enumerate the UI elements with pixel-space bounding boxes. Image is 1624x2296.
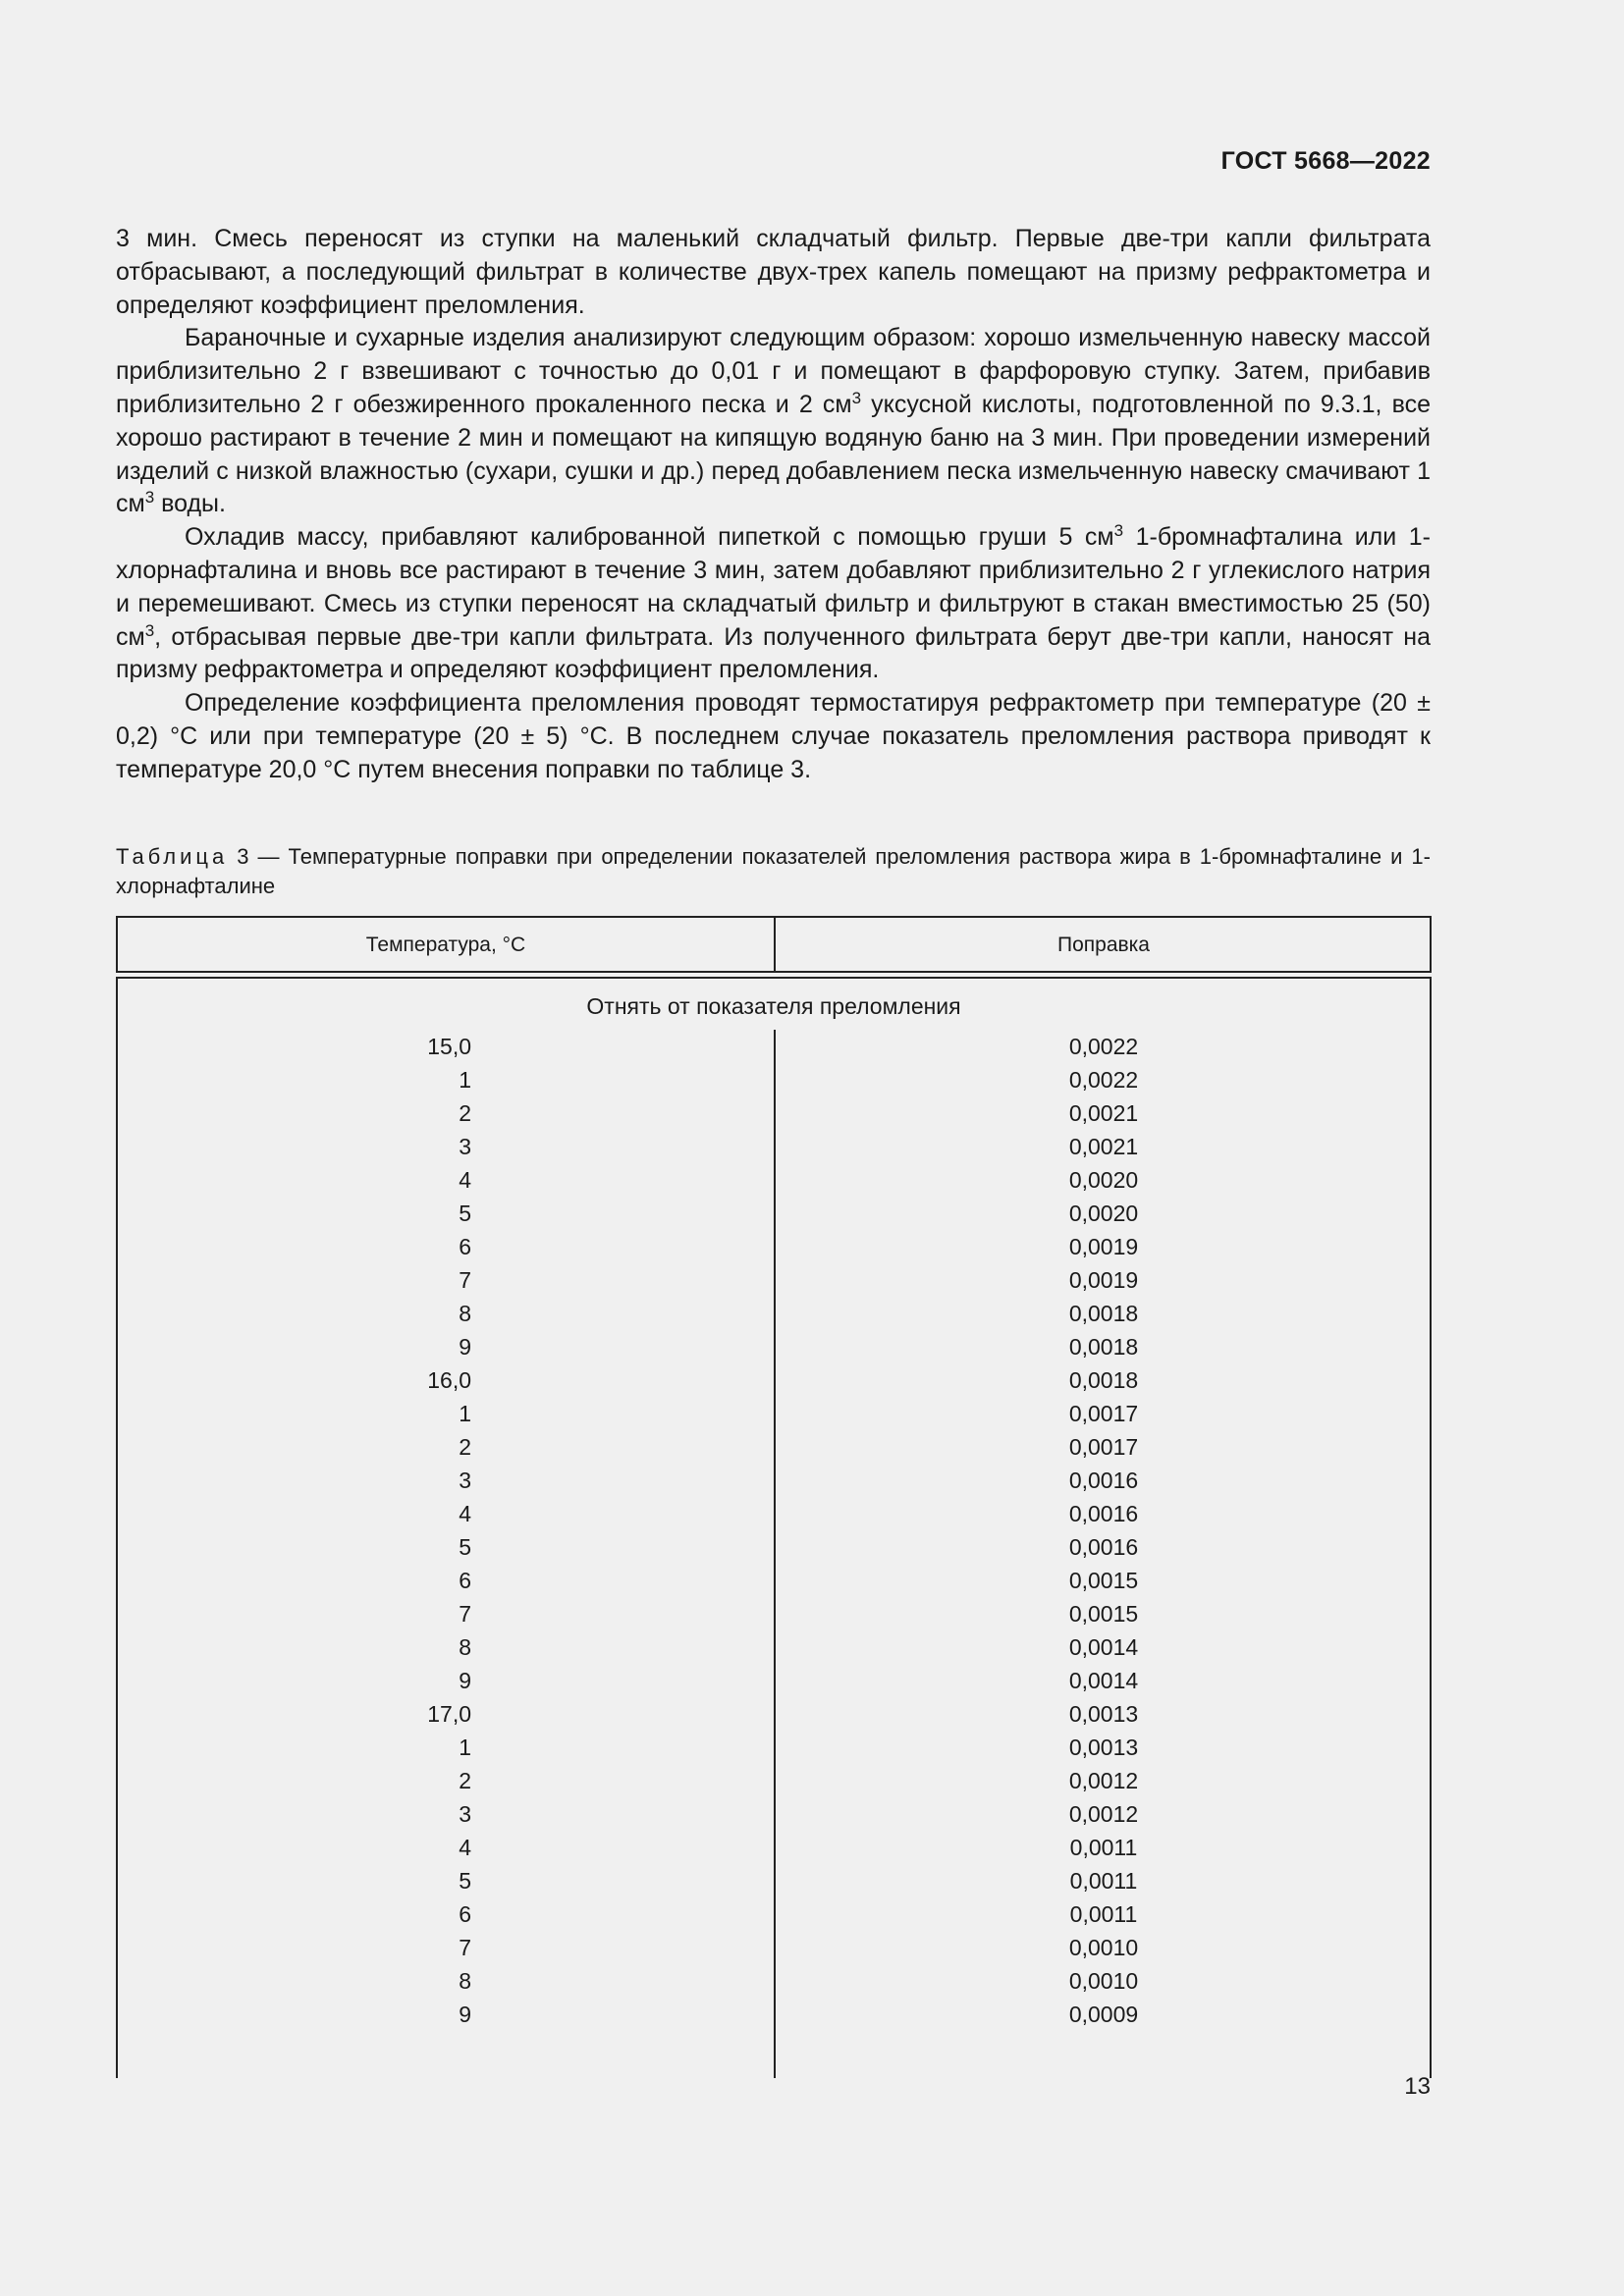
correction-cell: 0,0020 xyxy=(1068,1201,1139,1226)
temperature-cell: 4 xyxy=(459,1167,471,1193)
temperature-cell: 5 xyxy=(459,1534,471,1560)
correction-cell: 0,0021 xyxy=(1068,1100,1139,1126)
correction-cell: 0,0015 xyxy=(1068,1568,1139,1593)
correction-cell: 0,0018 xyxy=(1068,1367,1139,1393)
table-rows xyxy=(118,1030,1430,2031)
correction-cell: 0,0010 xyxy=(1068,1935,1139,1960)
table-row xyxy=(118,1297,1430,1330)
table-caption-label: Таблица xyxy=(116,844,229,869)
table-caption xyxy=(116,842,1431,901)
table-row xyxy=(118,1764,1430,1797)
table-row xyxy=(118,1464,1430,1497)
table-row xyxy=(118,1597,1430,1630)
temperature-cell: 15,0 xyxy=(427,1034,471,1059)
correction-cell: 0,0021 xyxy=(1068,1134,1139,1159)
correction-cell: 0,0022 xyxy=(1068,1034,1139,1059)
paragraph-1: 3 мин. Смесь переносят из ступки на маленький складчатый фильтр. Первые две-три капли фильтрата отбрасывают, а последующий фильтрат в количестве двух-трех капель помещают на призму рефрактометра и определяют коэффициент преломления. xyxy=(116,225,1431,319)
temperature-cell: 2 xyxy=(459,1434,471,1460)
body-text xyxy=(116,223,1431,787)
table-row xyxy=(118,1530,1430,1564)
table-body xyxy=(116,979,1432,2078)
temperature-cell: 17,0 xyxy=(427,1701,471,1727)
correction-cell: 0,0011 xyxy=(1069,1868,1138,1894)
table-row xyxy=(118,1330,1430,1363)
column-header-correction: Поправка xyxy=(1057,934,1150,956)
correction-cell: 0,0018 xyxy=(1068,1334,1139,1360)
temperature-cell: 7 xyxy=(459,1601,471,1627)
table-row xyxy=(118,1497,1430,1530)
temperature-cell: 2 xyxy=(459,1100,471,1126)
document-code: ГОСТ 5668—2022 xyxy=(1220,147,1431,175)
table-section-heading: Отнять от показателя преломления xyxy=(586,993,961,1019)
temperature-cell: 4 xyxy=(459,1835,471,1860)
temperature-cell: 6 xyxy=(459,1568,471,1593)
temperature-cell: 1 xyxy=(459,1401,471,1426)
table-row xyxy=(118,1664,1430,1697)
temperature-cell: 16,0 xyxy=(427,1367,471,1393)
table-row xyxy=(118,1697,1430,1731)
paragraph-2: Бараночные и сухарные изделия анализируют следующим образом: хорошо измельченную навеску массой приблизительно 2 г взвешивают с точностью до 0,01 г и помещают в фарфоровую ступку. Затем, прибавив приблизительно 2 г обезжиренного прокаленного песка и 2 $см^3$ уксусной кислоты, подготовленной по 9.3.1, все хорошо растирают в течение 2 мин и помещают на кипящую водяную баню на 3 мин. При проведении измерений изделий с низкой влажностью (сухари, сушки и др.) перед добавлением песка измельченную навеску смачивают 1 $см^3$ воды. xyxy=(116,324,1431,518)
table-row xyxy=(118,1163,1430,1197)
correction-cell: 0,0015 xyxy=(1068,1601,1139,1627)
page-number: 13 xyxy=(1404,2073,1431,2100)
table-row xyxy=(118,1630,1430,1664)
correction-cell: 0,0011 xyxy=(1069,1835,1138,1860)
paragraph-4: Определение коэффициента преломления проводят термостатируя рефрактометр при температуре (20 ± 0,2) °С или при температуре (20 ± 5) °С. В последнем случае показатель преломления раствора приводят к температуре 20,0 °С путем внесения поправки по таблице 3. xyxy=(116,689,1431,783)
temperature-cell: 5 xyxy=(459,1201,471,1226)
temperature-cell: 7 xyxy=(459,1935,471,1960)
table-row xyxy=(118,1363,1430,1397)
temperature-cell: 6 xyxy=(459,1901,471,1927)
correction-cell: 0,0011 xyxy=(1069,1901,1138,1927)
correction-table xyxy=(116,916,1432,2078)
column-header-temperature: Температура, °С xyxy=(118,918,776,971)
table-row xyxy=(118,1564,1430,1597)
correction-cell: 0,0020 xyxy=(1068,1167,1139,1193)
correction-cell: 0,0012 xyxy=(1068,1801,1139,1827)
table-row xyxy=(118,1130,1430,1163)
table-row xyxy=(118,1063,1430,1096)
temperature-cell: 3 xyxy=(459,1468,471,1493)
temperature-cell: 2 xyxy=(459,1768,471,1793)
table-row xyxy=(118,1397,1430,1430)
correction-cell: 0,0016 xyxy=(1068,1468,1139,1493)
temperature-cell: 1 xyxy=(459,1735,471,1760)
table-row xyxy=(118,1731,1430,1764)
table-row xyxy=(118,1964,1430,1998)
correction-cell: 0,0018 xyxy=(1068,1301,1139,1326)
temperature-cell: 9 xyxy=(459,1668,471,1693)
table-row xyxy=(118,1897,1430,1931)
temperature-cell: 8 xyxy=(459,1634,471,1660)
temperature-cell: 8 xyxy=(459,1301,471,1326)
temperature-cell: 6 xyxy=(459,1234,471,1259)
correction-cell: 0,0019 xyxy=(1068,1234,1139,1259)
correction-cell: 0,0009 xyxy=(1068,2002,1139,2027)
table-caption-text: 3 — Температурные поправки при определении показателей преломления раствора жира в 1-бромнафталине и 1-хлорнафталине xyxy=(116,844,1431,898)
temperature-cell: 3 xyxy=(459,1801,471,1827)
table-row xyxy=(118,1831,1430,1864)
correction-cell: 0,0016 xyxy=(1068,1534,1139,1560)
correction-cell: 0,0017 xyxy=(1068,1401,1139,1426)
correction-cell: 0,0013 xyxy=(1068,1701,1139,1727)
table-header xyxy=(116,916,1432,971)
header-double-rule xyxy=(116,971,1432,979)
correction-cell: 0,0017 xyxy=(1068,1434,1139,1460)
correction-cell: 0,0019 xyxy=(1068,1267,1139,1293)
table-row xyxy=(118,1797,1430,1831)
temperature-cell: 3 xyxy=(459,1134,471,1159)
table-row xyxy=(118,1998,1430,2031)
table-row xyxy=(118,1430,1430,1464)
paragraph-3: Охладив массу, прибавляют калиброванной пипеткой с помощью груши 5 $см^3$ 1-бромнафталина или 1-хлорнафталина и вновь все растирают в течение 3 мин, затем добавляют приблизительно 2 г углекислого натрия и перемешивают. Смесь из ступки переносят на складчатый фильтр и фильтруют в стакан вместимостью 25 (50) $см^3$, отбрасывая первые две-три капли фильтрата. Из полученного фильтрата берут две-три капли, наносят на призму рефрактометра и определяют коэффициент преломления. xyxy=(116,521,1431,684)
temperature-cell: 5 xyxy=(459,1868,471,1894)
table-row xyxy=(118,1096,1430,1130)
temperature-cell: 4 xyxy=(459,1501,471,1526)
temperature-cell: 1 xyxy=(459,1067,471,1093)
correction-cell: 0,0016 xyxy=(1068,1501,1139,1526)
correction-cell: 0,0010 xyxy=(1068,1968,1139,1994)
temperature-cell: 9 xyxy=(459,2002,471,2027)
table-row xyxy=(118,1931,1430,1964)
table-row xyxy=(118,1030,1430,1063)
table-row xyxy=(118,1864,1430,1897)
temperature-cell: 8 xyxy=(459,1968,471,1994)
correction-cell: 0,0022 xyxy=(1068,1067,1139,1093)
correction-cell: 0,0014 xyxy=(1068,1634,1139,1660)
table-row xyxy=(118,1197,1430,1230)
correction-cell: 0,0012 xyxy=(1068,1768,1139,1793)
table-row xyxy=(118,1263,1430,1297)
table-row xyxy=(118,1230,1430,1263)
correction-cell: 0,0014 xyxy=(1068,1668,1139,1693)
correction-cell: 0,0013 xyxy=(1068,1735,1139,1760)
temperature-cell: 9 xyxy=(459,1334,471,1360)
temperature-cell: 7 xyxy=(459,1267,471,1293)
